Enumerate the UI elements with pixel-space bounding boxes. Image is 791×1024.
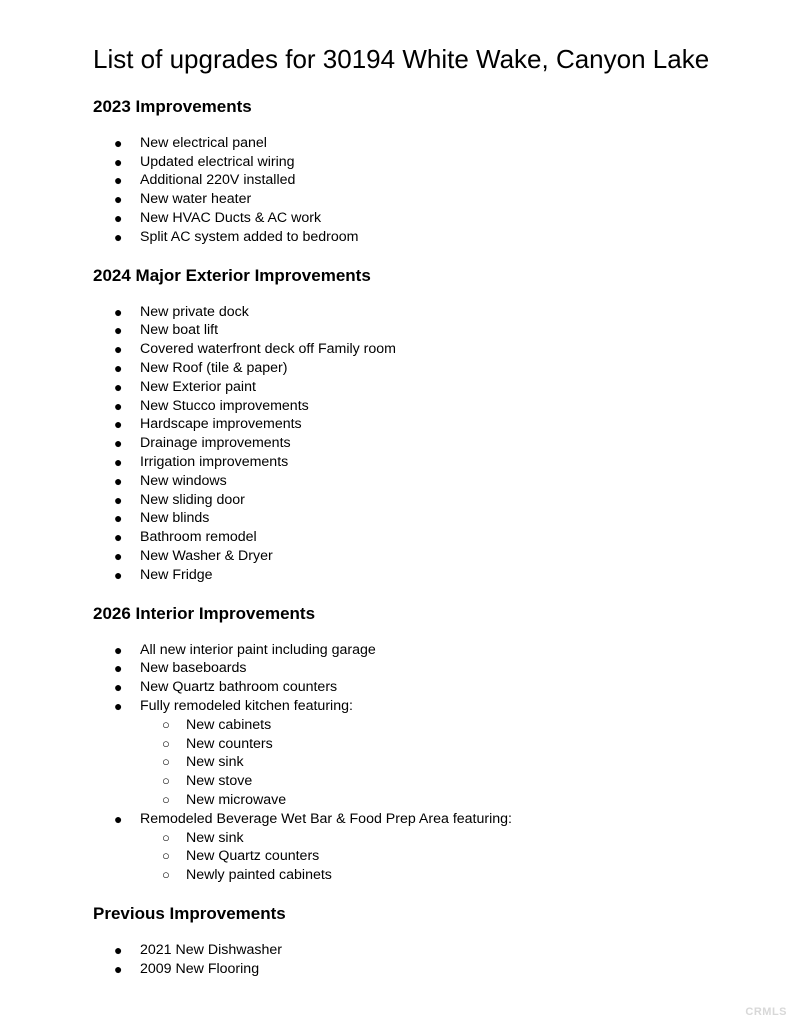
- bullet-icon: ●: [114, 229, 123, 245]
- bullet-icon: ●: [114, 642, 123, 658]
- document-title: List of upgrades for 30194 White Wake, Canyon Lake: [93, 44, 710, 74]
- bullet-icon: ●: [114, 379, 123, 395]
- bullet-icon: ●: [114, 660, 123, 676]
- hollow-bullet-icon: ○: [162, 754, 170, 769]
- list-item: ● 2009 New Flooring: [114, 961, 260, 977]
- bullet-icon: ●: [114, 473, 123, 489]
- bullet-icon: ●: [114, 416, 123, 432]
- bullet-icon: ●: [114, 154, 123, 170]
- list-item: ● All new interior paint including garage: [114, 642, 376, 658]
- bullet-icon: ●: [114, 510, 123, 526]
- bullet-icon: ●: [114, 679, 123, 695]
- sub-list-item: ○ New stove: [162, 773, 253, 789]
- hollow-bullet-icon: ○: [162, 848, 170, 863]
- list-item: ● Additional 220V installed: [114, 172, 296, 188]
- bullet-icon: ●: [114, 341, 123, 357]
- sub-list-item: ○ New Quartz counters: [162, 848, 320, 864]
- list-item: ● Drainage improvements: [114, 435, 291, 451]
- list-item: ● Fully remodeled kitchen featuring:: [114, 698, 353, 714]
- hollow-bullet-icon: ○: [162, 736, 170, 751]
- list-item: ● New baseboards: [114, 660, 247, 676]
- sub-list-item: ○ New cabinets: [162, 717, 272, 733]
- bullet-icon: ●: [114, 567, 123, 583]
- bullet-icon: ●: [114, 529, 123, 545]
- sub-list-item: ○ New counters: [162, 736, 273, 752]
- list-item: ● New sliding door: [114, 492, 245, 508]
- section-heading-2026: 2026 Interior Improvements: [93, 604, 316, 623]
- section-heading-previous: Previous Improvements: [93, 904, 286, 923]
- list-item: ● New Quartz bathroom counters: [114, 679, 338, 695]
- section-heading-2023: 2023 Improvements: [93, 97, 252, 116]
- sub-list-item: ○ New sink: [162, 830, 244, 846]
- bullet-icon: ●: [114, 942, 123, 958]
- list-item: ● Bathroom remodel: [114, 529, 257, 545]
- watermark: CRMLS: [745, 1006, 787, 1018]
- bullet-icon: ●: [114, 435, 123, 451]
- bullet-icon: ●: [114, 398, 123, 414]
- bullet-icon: ●: [114, 454, 123, 470]
- bullet-icon: ●: [114, 360, 123, 376]
- list-item: ● New Exterior paint: [114, 379, 256, 395]
- list-item: ● 2021 New Dishwasher: [114, 942, 282, 958]
- hollow-bullet-icon: ○: [162, 867, 170, 882]
- list-item: ● New boat lift: [114, 322, 219, 338]
- bullet-icon: ●: [114, 210, 123, 226]
- sub-list-item: ○ New sink: [162, 754, 244, 770]
- list-item: ● Updated electrical wiring: [114, 154, 295, 170]
- section-heading-2024: 2024 Major Exterior Improvements: [93, 266, 371, 285]
- list-item: ● Split AC system added to bedroom: [114, 229, 359, 245]
- list-item: ● Covered waterfront deck off Family room: [114, 341, 396, 357]
- list-item: ● Irrigation improvements: [114, 454, 289, 470]
- list-item: ● New Washer & Dryer: [114, 548, 273, 564]
- sub-list-item: ○ Newly painted cabinets: [162, 867, 332, 883]
- bullet-icon: ●: [114, 961, 123, 977]
- bullet-icon: ●: [114, 811, 123, 827]
- bullet-icon: ●: [114, 492, 123, 508]
- bullet-icon: ●: [114, 548, 123, 564]
- list-item: ● Hardscape improvements: [114, 416, 302, 432]
- list-item: ● New windows: [114, 473, 227, 489]
- list-item: ● New private dock: [114, 304, 249, 320]
- list-item: ● New HVAC Ducts & AC work: [114, 210, 322, 226]
- hollow-bullet-icon: ○: [162, 773, 170, 788]
- bullet-icon: ●: [114, 322, 123, 338]
- bullet-icon: ●: [114, 304, 123, 320]
- bullet-icon: ●: [114, 135, 123, 151]
- list-item: ● New Fridge: [114, 567, 213, 583]
- list-item: ● New Stucco improvements: [114, 398, 309, 414]
- hollow-bullet-icon: ○: [162, 717, 170, 732]
- list-item: ● New blinds: [114, 510, 210, 526]
- hollow-bullet-icon: ○: [162, 792, 170, 807]
- list-item: ● New Roof (tile & paper): [114, 360, 288, 376]
- list-item: ● New electrical panel: [114, 135, 267, 151]
- sub-list-item: ○ New microwave: [162, 792, 287, 808]
- bullet-icon: ●: [114, 698, 123, 714]
- hollow-bullet-icon: ○: [162, 830, 170, 845]
- list-item: ● Remodeled Beverage Wet Bar & Food Prep Area featuring:: [114, 811, 512, 827]
- bullet-icon: ●: [114, 172, 123, 188]
- bullet-icon: ●: [114, 191, 123, 207]
- list-item: ● New water heater: [114, 191, 252, 207]
